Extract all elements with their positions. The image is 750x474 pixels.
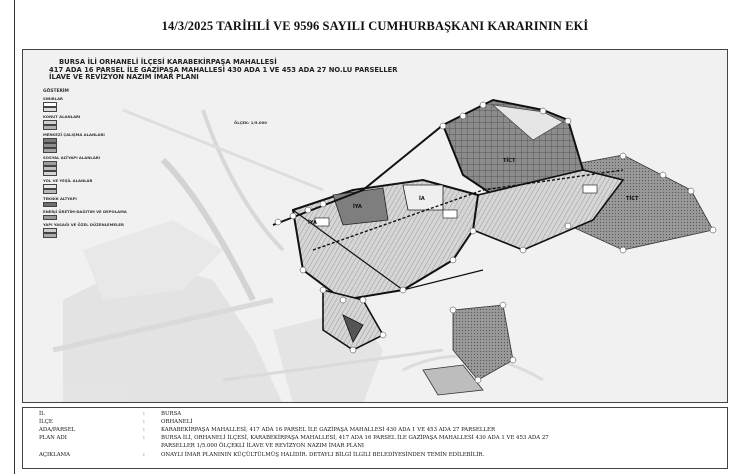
legend-swatch	[43, 107, 57, 112]
plan-title-line: 417 ADA 16 PARSEL İLE GAZİPAŞA MAHALLESİ 430 ADA 1 VE 453 ADA 27 NO.LU PARSELLER	[49, 65, 398, 74]
legend-swatch	[43, 215, 57, 220]
map-label: İA	[419, 196, 425, 202]
info-label: PLAN ADI	[39, 435, 67, 441]
map-label: TİCT	[626, 196, 639, 202]
legend-swatch	[43, 202, 57, 207]
page-title: 14/3/2025 TARİHLİ VE 9596 SAYILI CUMHURBAŞKANI KARARININ EKİ	[161, 19, 589, 33]
legend-swatch	[43, 148, 57, 153]
map-label: İYA	[353, 204, 362, 210]
info-separator: :	[143, 411, 145, 417]
legend-section: YAPI YASAĞI VE ÖZEL DÜZENLEMELER	[43, 222, 124, 227]
scale-label: ÖLÇEK: 1/5.000	[234, 120, 267, 125]
legend-section: SOSYAL ALTYAPI ALANLARI	[43, 155, 101, 160]
legend-swatch	[43, 125, 57, 130]
legend	[35, 88, 190, 238]
legend-section: TEKNİK ALTYAPI	[43, 196, 77, 201]
legend-swatch	[43, 189, 57, 194]
info-value: PARSELLER 1/5.000 ÖLÇEKLİ İLAVE VE REVİZYON NAZIM İMAR PLANI	[161, 443, 365, 449]
legend-section: ENERJİ ÜRETİM-DAĞITIM VE DEPOLAMA	[43, 209, 127, 214]
info-separator: :	[143, 419, 145, 425]
info-label: ADA/PARSEL	[39, 427, 76, 433]
info-separator: :	[143, 435, 145, 441]
map-label: TİCT	[503, 158, 516, 164]
info-label: İL	[39, 411, 45, 417]
legend-item	[43, 107, 190, 112]
plan-info-box	[22, 407, 728, 469]
legend-heading: GÖSTERİM	[43, 89, 69, 94]
legend-section: SINIRLAR	[43, 96, 63, 101]
legend-swatch	[43, 233, 57, 238]
info-value: BURSA	[161, 411, 182, 417]
legend-item	[43, 125, 190, 130]
left-margin-rule	[14, 0, 15, 474]
plan-title-line: BURSA İLİ ORHANELİ İLÇESİ KARABEKİRPAŞA MAHALLESİ	[59, 58, 277, 66]
info-value: BURSA İLİ, ORHANELİ İLÇESİ, KARABEKİRPAŞA MAHALLESİ, 417 ADA 16 PARSEL İLE GAZİPAŞA MAHALLESİ 430 ADA 1 VE 453 ADA 27	[161, 435, 549, 441]
legend-swatch	[43, 171, 57, 176]
plan-map-frame	[22, 49, 728, 403]
legend-item	[43, 202, 190, 207]
legend-item	[43, 148, 190, 153]
legend-section: YOL VE YEŞİL ALANLAR	[43, 178, 93, 183]
info-label: AÇIKLAMA	[39, 452, 71, 458]
info-value: ONAYLI İMAR PLANININ KÜÇÜLTÜLMÜŞ HALİDİR. DETAYLI BİLGİ İLGİLİ BELEDİYESİNDEN TEMİN EDİLEBİLİR.	[161, 452, 485, 458]
legend-section: KONUT ALANLARI	[43, 114, 81, 119]
info-label: İLÇE	[39, 419, 53, 425]
legend-item	[43, 171, 190, 176]
plan-title-line: İLAVE VE REVİZYON NAZIM İMAR PLANI	[49, 73, 199, 82]
legend-item	[43, 215, 190, 220]
info-separator: :	[143, 427, 145, 433]
info-separator: :	[143, 452, 145, 458]
info-value: KARABEKİRPAŞA MAHALLESİ, 417 ADA 16 PARSEL İLE GAZİPAŞA MAHALLESİ 430 ADA 1 VE 453 ADA 27 PARSELLER	[161, 427, 496, 433]
legend-section: MERKEZİ ÇALIŞMA ALANLARI	[43, 132, 105, 137]
info-value: ORHANELİ	[161, 419, 193, 425]
plan-title	[49, 59, 398, 82]
map-label: İYA	[308, 220, 317, 226]
legend-item	[43, 233, 190, 238]
legend-item	[43, 189, 190, 194]
